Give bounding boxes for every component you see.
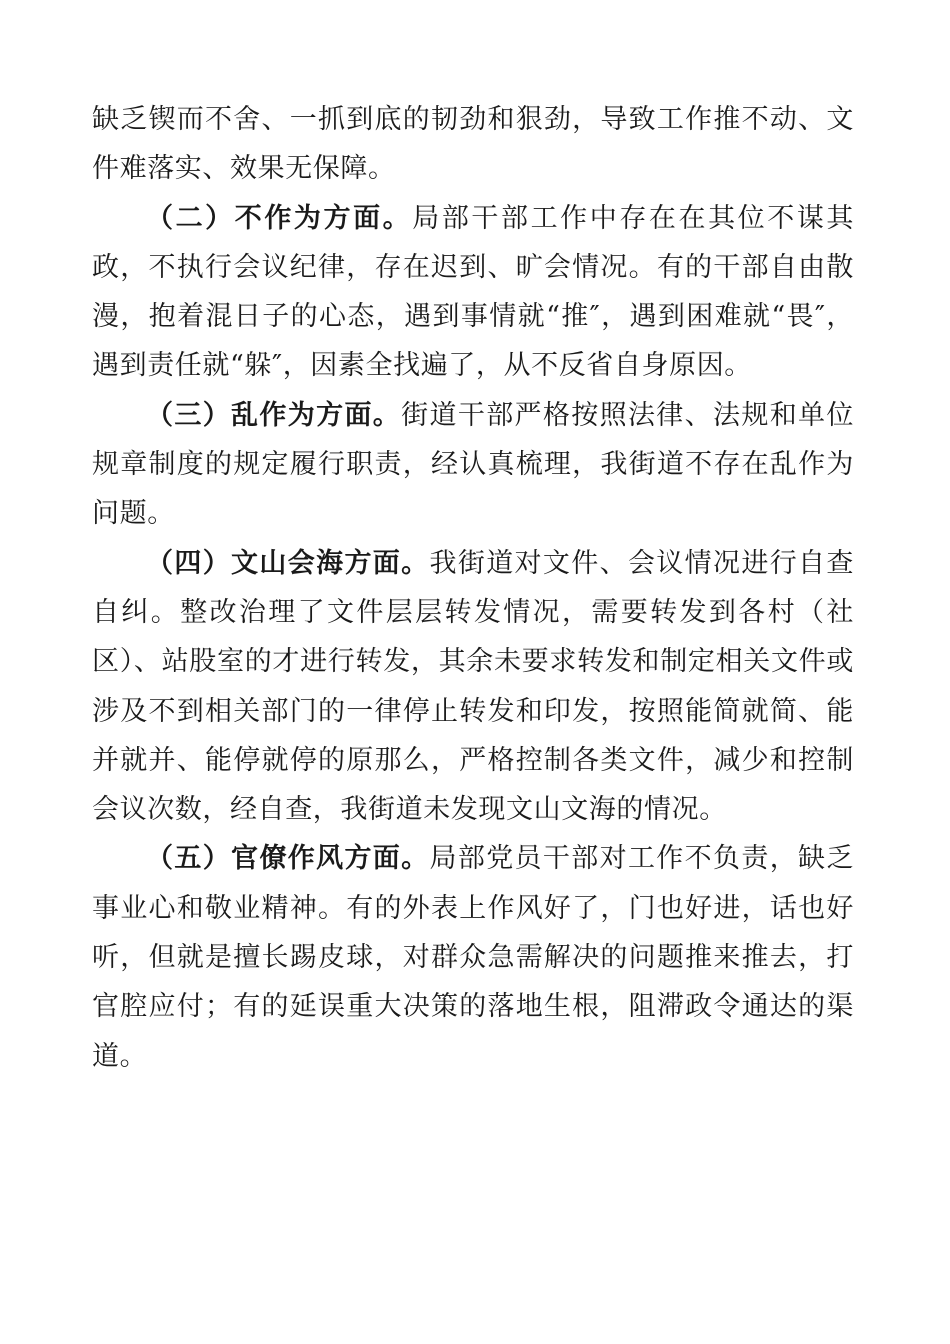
section-heading: （二）不作为方面。 — [146, 202, 413, 234]
paragraph-body: 局部党员干部对工作不负责，缺乏事业心和敬业精神。有的外表上作风好了，门也好进，话也好听，但就是擅长踢皮球，对群众急需解决的问题推来推去，打官腔应付；有的延误重大决策的落地生根，阻滞政令通达的渠道。 — [92, 843, 854, 1072]
paragraph-body: 街道干部严格按照法律、法规和单位规章制度的规定履行职责，经认真梳理，我街道不存在乱作为问题。 — [92, 399, 854, 530]
paragraph-section-5 — [92, 834, 854, 1080]
paragraph-section-4 — [92, 539, 854, 835]
section-heading: （四）文山会海方面。 — [146, 547, 430, 579]
paragraph-body: 缺乏锲而不舍、一抓到底的韧劲和狠劲，导致工作推不动、文件难落实、效果无保障。 — [92, 104, 854, 185]
paragraph-section-2 — [92, 194, 854, 391]
paragraph-section-3 — [92, 391, 854, 539]
document-page — [92, 95, 854, 1081]
paragraph-body: 我街道对文件、会议情况进行自查自纠。整改治理了文件层层转发情况，需要转发到各村（社区）、站股室的才进行转发，其余未要求转发和制定相关文件或涉及不到相关部门的一律停止转发和印发，按照能简就简、能并就并、能停就停的原那么，严格控制各类文件，减少和控制会议次数，经自查，我街道未发现文山文海的情况。 — [92, 547, 854, 826]
paragraph-body: 局部干部工作中存在在其位不谋其政，不执行会议纪律，存在迟到、旷会情况。有的干部自由散漫，抱着混日子的心态，遇到事情就“推″，遇到困难就“畏″，遇到责任就“躲″，因素全找遍了，从不反省自身原因。 — [92, 202, 855, 382]
section-heading: （五）官僚作风方面。 — [146, 843, 430, 875]
paragraph-continuation — [92, 95, 854, 194]
section-heading: （三）乱作为方面。 — [146, 399, 402, 431]
